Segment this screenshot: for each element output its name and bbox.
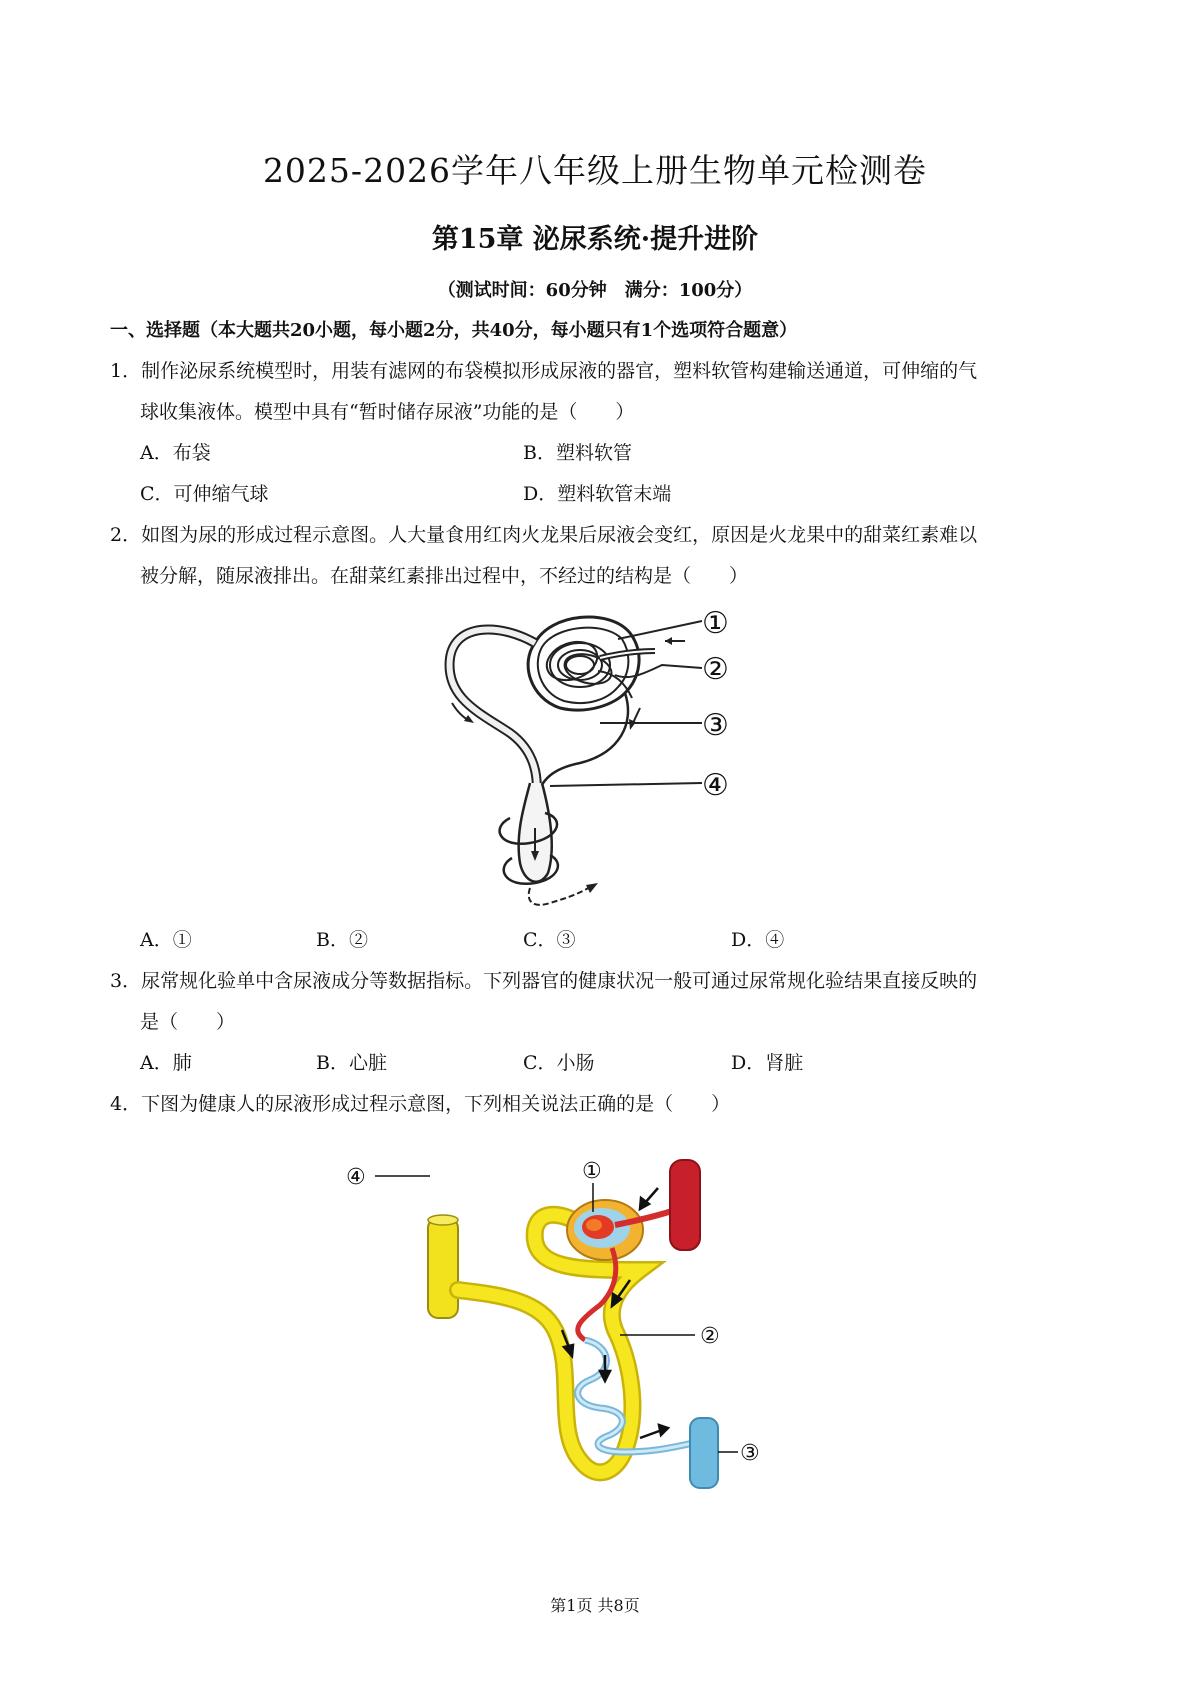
q2-option-a[interactable]: A．① <box>140 929 192 951</box>
nephron-diagram-q2 <box>440 603 770 903</box>
q4-label-2: ② <box>700 1324 720 1349</box>
q1-line-1: 1．制作泌尿系统模型时，用装有滤网的布袋模拟形成尿液的器官，塑料软管构建输送通道，可伸缩的气 <box>110 360 978 382</box>
q3-option-b[interactable]: B．心脏 <box>316 1052 387 1074</box>
q3-line-1: 3．尿常规化验单中含尿液成分等数据指标。下列器官的健康状况一般可通过尿常规化验结果直接反映的 <box>110 970 978 992</box>
q4-line-1: 4．下图为健康人的尿液形成过程示意图，下列相关说法正确的是（ ） <box>110 1093 731 1115</box>
q4-label-3: ③ <box>740 1441 760 1466</box>
page-footer: 第1页 共8页 <box>550 1596 640 1615</box>
q2-line-1: 2．如图为尿的形成过程示意图。人大量食用红肉火龙果后尿液会变红，原因是火龙果中的甜菜红素难以 <box>110 524 978 546</box>
q3-option-a[interactable]: A．肺 <box>140 1052 192 1074</box>
q2-option-d[interactable]: D．④ <box>731 929 785 951</box>
q2-option-c[interactable]: C．③ <box>523 929 576 951</box>
renal-capsule-shape <box>528 617 639 710</box>
q4-label-1: ① <box>582 1159 602 1184</box>
q3-line-2: 是（ ） <box>140 1011 236 1033</box>
q2-line-2: 被分解，随尿液排出。在甜菜红素排出过程中，不经过的结构是（ ） <box>140 565 749 587</box>
q2-label-1: ① <box>702 606 729 641</box>
page-title: 2025-2026学年八年级上册生物单元检测卷 <box>262 151 928 190</box>
q1-option-b[interactable]: B．塑料软管 <box>523 442 632 464</box>
q1-line-2: 球收集液体。模型中具有“暂时储存尿液”功能的是（ ） <box>140 401 635 423</box>
q1-option-a[interactable]: A．布袋 <box>140 442 211 464</box>
q2-label-2: ② <box>702 652 729 687</box>
q3-option-d[interactable]: D．肾脏 <box>731 1052 804 1074</box>
q2-option-b[interactable]: B．② <box>316 929 368 951</box>
test-info: （测试时间：60分钟 满分：100分） <box>437 280 753 301</box>
renal-artery <box>670 1160 700 1250</box>
collecting-duct-4 <box>428 1218 458 1318</box>
q1-option-c[interactable]: C．可伸缩气球 <box>140 483 269 505</box>
urine-formation-diagram-q4 <box>340 1130 820 1490</box>
q1-option-d[interactable]: D．塑料软管末端 <box>523 483 672 505</box>
q2-label-4: ④ <box>702 768 729 803</box>
q2-label-3: ③ <box>702 708 729 743</box>
glomerulus-coils <box>541 635 614 689</box>
q4-label-4: ④ <box>346 1165 366 1190</box>
chapter-subtitle: 第15章 泌尿系统·提升进阶 <box>431 224 759 255</box>
section-heading: 一、选择题（本大题共20小题，每小题2分，共40分，每小题只有1个选项符合题意） <box>110 320 798 341</box>
renal-vein-3 <box>690 1418 718 1488</box>
q3-option-c[interactable]: C．小肠 <box>523 1052 595 1074</box>
